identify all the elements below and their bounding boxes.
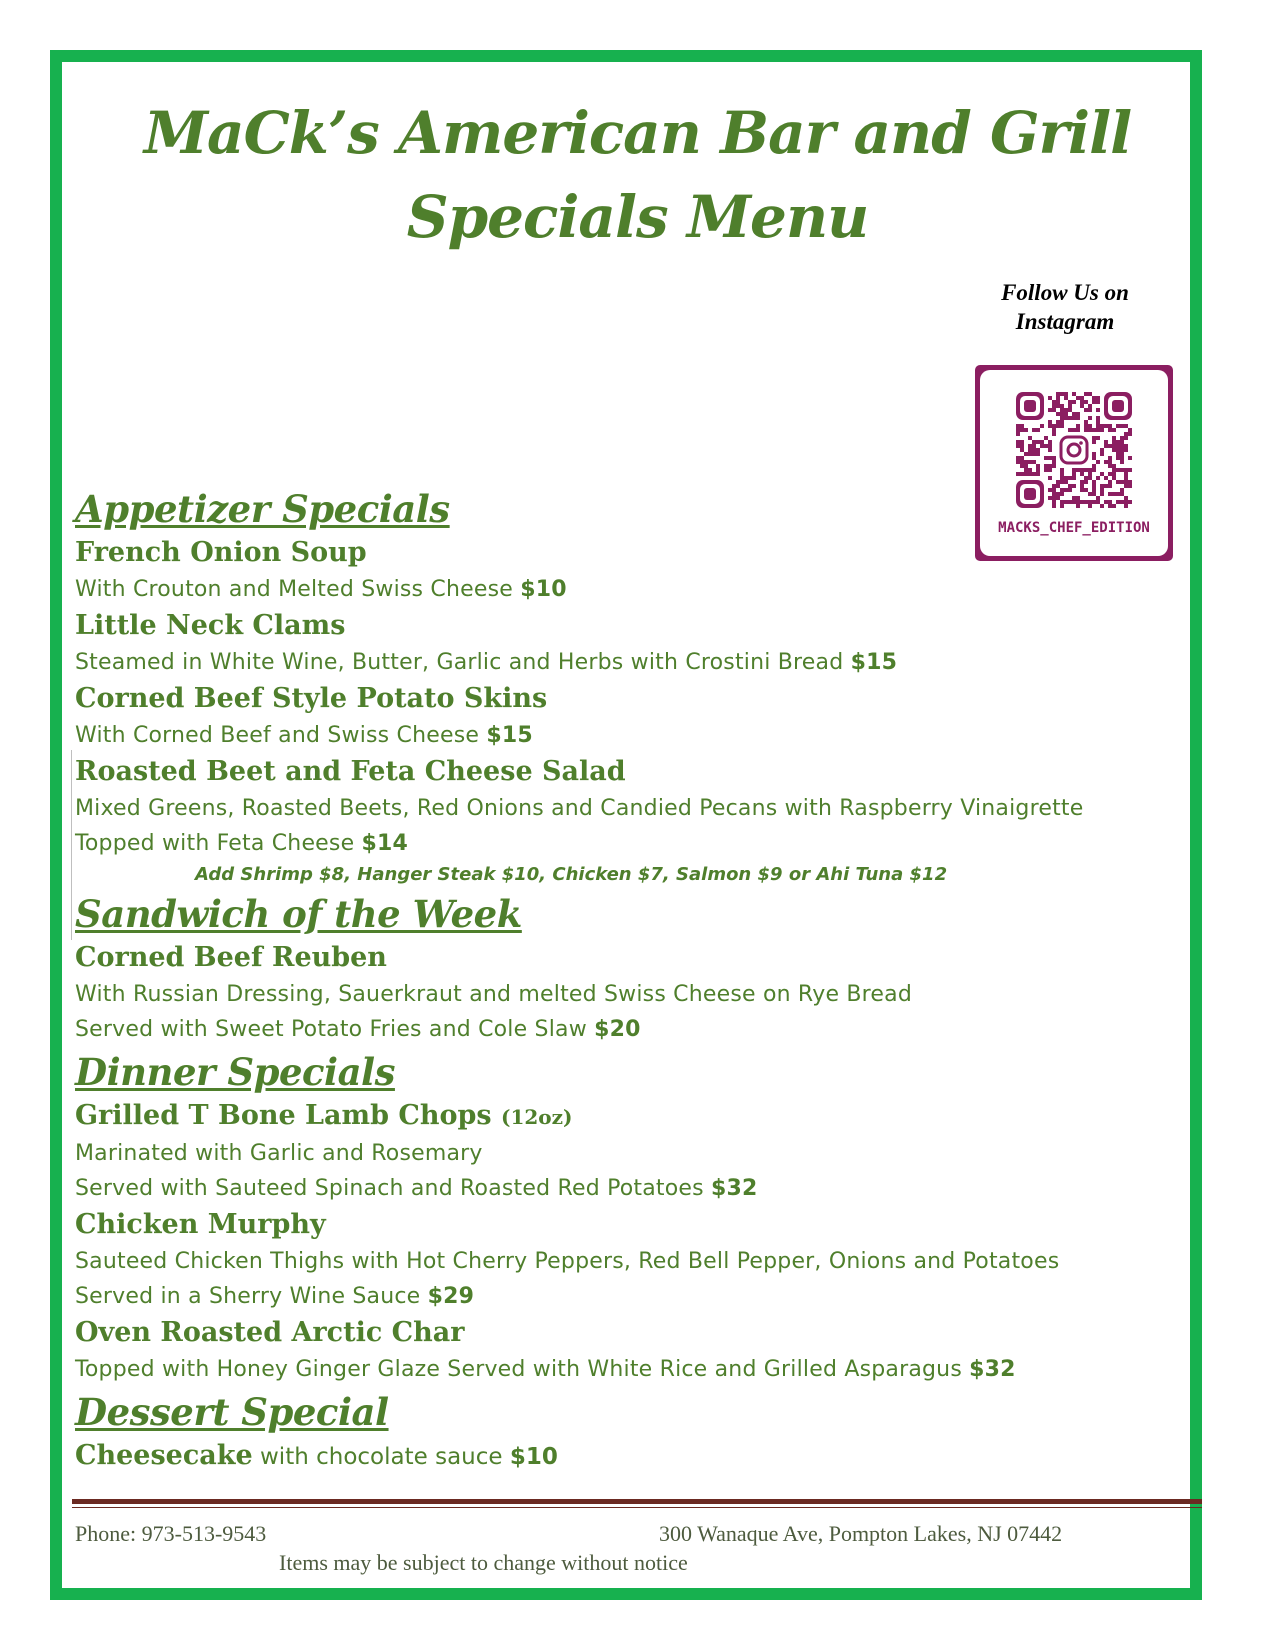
footer-divider bbox=[72, 1499, 1202, 1504]
item-description: Served in a Sherry Wine Sauce $29 bbox=[75, 1284, 475, 1309]
item-price: $15 bbox=[850, 650, 898, 675]
item-price: $29 bbox=[427, 1284, 475, 1309]
section-heading-dessert: Dessert Special bbox=[75, 1390, 389, 1434]
item-name: Little Neck Clams bbox=[75, 610, 346, 641]
item-price: $15 bbox=[486, 723, 533, 748]
item-price: $10 bbox=[509, 1444, 558, 1470]
item-name: Corned Beef Style Potato Skins bbox=[75, 683, 548, 714]
item-name: Corned Beef Reuben bbox=[75, 942, 387, 973]
item-description: With Russian Dressing, Sauerkraut and melted Swiss Cheese on Rye Bread bbox=[75, 982, 913, 1007]
item-description: Topped with Feta Cheese $14 bbox=[75, 831, 409, 856]
item-price: $32 bbox=[711, 1176, 758, 1201]
phone-number: Phone: 973-513-9543 bbox=[75, 1521, 267, 1546]
item-price: $14 bbox=[361, 831, 409, 856]
item-description: With Crouton and Melted Swiss Cheese $10 bbox=[75, 577, 567, 602]
footer-divider-thin bbox=[72, 1507, 1202, 1508]
instagram-handle: MACKS_CHEF_EDITION bbox=[998, 520, 1150, 536]
item-description: Mixed Greens, Roasted Beets, Red Onions and Candied Pecans with Raspberry Vinaigrette bbox=[75, 796, 1084, 821]
item-description: Sauteed Chicken Thighs with Hot Cherry Peppers, Red Bell Pepper, Onions and Potatoes bbox=[75, 1249, 1060, 1274]
item-price: $20 bbox=[594, 1017, 641, 1042]
item-name: Roasted Beet and Feta Cheese Salad bbox=[75, 756, 626, 787]
item-name: French Onion Soup bbox=[75, 537, 367, 568]
item-description: Served with Sauteed Spinach and Roasted Red Potatoes $32 bbox=[75, 1176, 758, 1201]
section-heading-appetizers: Appetizer Specials bbox=[75, 487, 450, 531]
section-heading-sandwich: Sandwich of the Week bbox=[75, 892, 522, 936]
instagram-follow-text: Follow Us on Instagram bbox=[1001, 280, 1129, 334]
item-name: Grilled T Bone Lamb Chops (12oz) bbox=[75, 1100, 573, 1131]
restaurant-title: MaCk’s American Bar and Grill bbox=[143, 99, 1132, 167]
change-notice: Items may be subject to change without notice bbox=[279, 1550, 688, 1575]
item-description: With Corned Beef and Swiss Cheese $15 bbox=[75, 723, 533, 748]
item-size: (12oz) bbox=[500, 1105, 573, 1129]
item-description: Marinated with Garlic and Rosemary bbox=[75, 1141, 483, 1166]
margin-line bbox=[71, 750, 72, 940]
item-description: Steamed in White Wine, Butter, Garlic and Herbs with Crostini Bread $15 bbox=[75, 650, 898, 675]
item-price: $10 bbox=[520, 577, 567, 602]
address: 300 Wanaque Ave, Pompton Lakes, NJ 07442 bbox=[659, 1521, 1063, 1546]
item-description: Served with Sweet Potato Fries and Cole Slaw $20 bbox=[75, 1017, 641, 1042]
menu-body bbox=[75, 484, 1175, 1476]
item-name: Cheesecake with chocolate sauce $10 bbox=[75, 1440, 558, 1471]
section-heading-dinner: Dinner Specials bbox=[75, 1050, 395, 1094]
item-name: Chicken Murphy bbox=[75, 1209, 326, 1240]
item-description: Topped with Honey Ginger Glaze Served with White Rice and Grilled Asparagus $32 bbox=[75, 1357, 1016, 1382]
item-name: Oven Roasted Arctic Char bbox=[75, 1317, 465, 1348]
menu-title: Specials Menu bbox=[406, 183, 869, 251]
item-price: $32 bbox=[969, 1357, 1016, 1382]
item-description: with chocolate sauce bbox=[252, 1444, 510, 1470]
salad-addon-options: Add Shrimp $8, Hanger Steak $10, Chicken $7, Salmon $9 or Ahi Tuna $12 bbox=[195, 864, 948, 885]
